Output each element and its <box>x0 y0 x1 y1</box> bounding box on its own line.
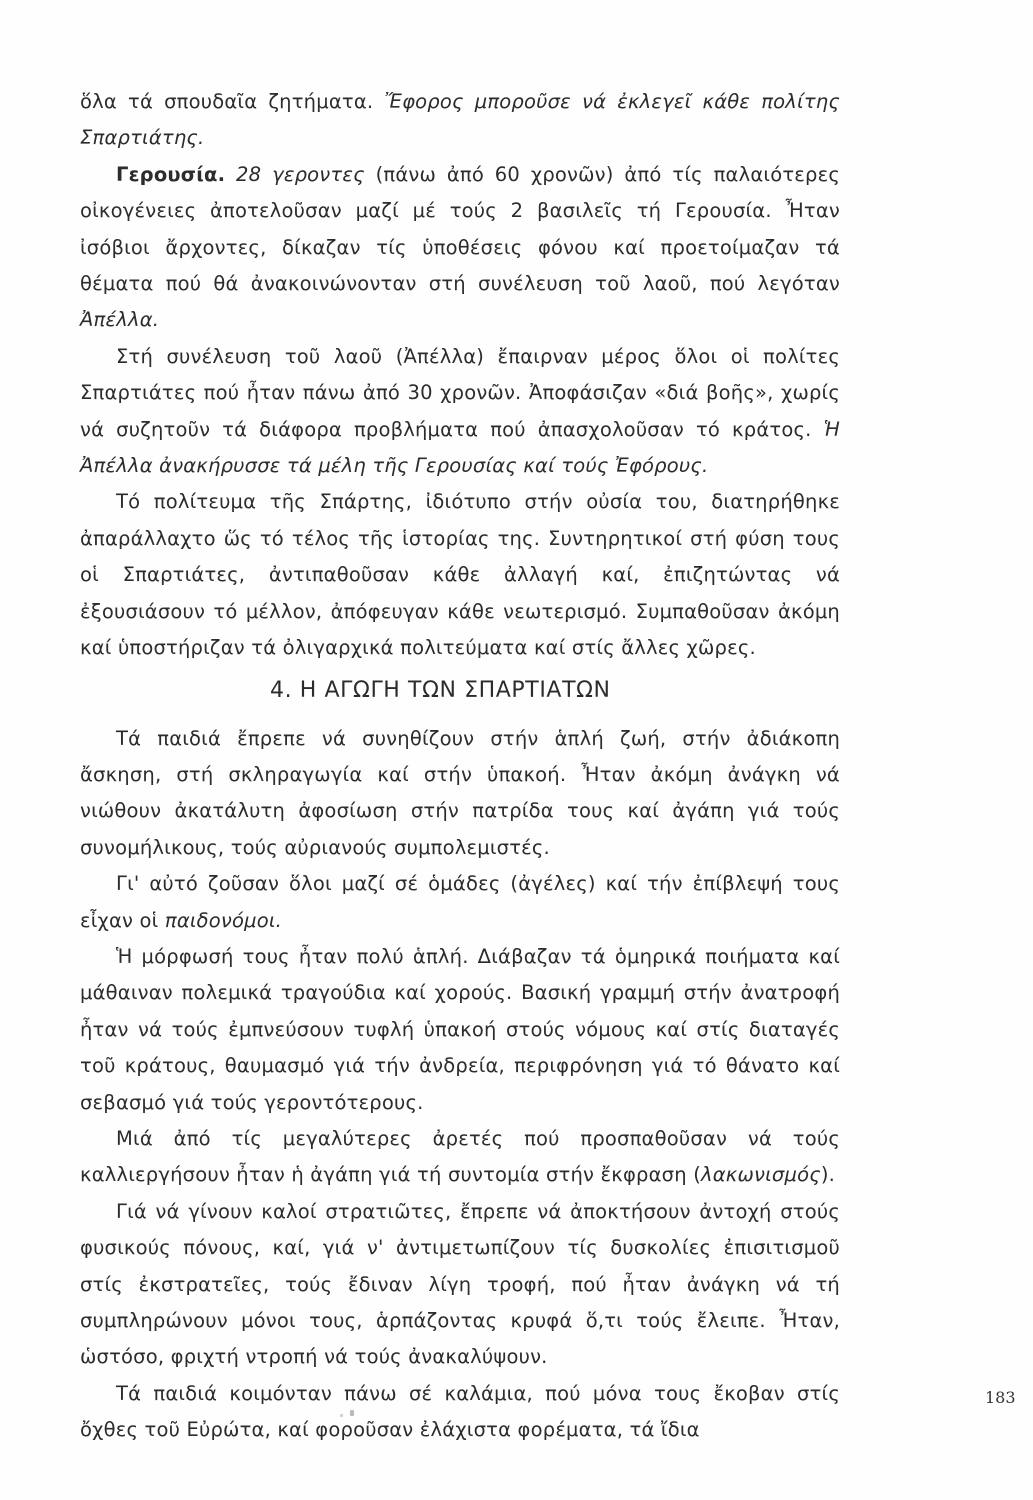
p6-text: Γι' αὐτό ζοῦσαν ὅλοι μαζί σέ ὁμάδες (ἀγέλες) καί τήν ἐπίβλεψή τους εἶχαν οἱ <box>80 872 840 932</box>
paragraph-1 <box>80 84 840 157</box>
paragraph-groups <box>80 866 840 939</box>
scan-speck <box>340 1414 343 1417</box>
p8-italic-term: λακωνισμός <box>701 1163 821 1187</box>
p1-italic-text: Ἔφορος μποροῦσε νά ἐκλεγεῖ κάθε πολίτης Σπαρτιάτης. <box>80 90 840 150</box>
p3-italic-text: Ἡ Ἀπέλλα ἀνακήρυσσε τά μέλη τῆς Γερουσίας καί τούς Ἐφόρους. <box>80 417 840 478</box>
paragraph-apella <box>80 339 840 485</box>
body-text <box>80 84 840 1449</box>
p1-text: ὅλα τά σπουδαῖα ζητήματα. <box>80 90 385 113</box>
p3-text: Στή συνέλευση τοῦ λαοῦ (Ἀπέλλα) ἔπαιρναν μέρος ὅλοι οἱ πολίτες Σπαρτιάτες πού ἦταν πάνω ἀπό 30 χρονῶν. Ἀποφάσιζαν «διά βοῆς», χωρίς νά συζητοῦν τά διάφορα προβλήματα πού ἀπασχολοῦσαν τό κράτος. <box>80 344 840 441</box>
paragraph-laconism <box>80 1121 840 1194</box>
paragraph-politeuma: Τό πολίτευμα τῆς Σπάρτης, ἰδιότυπο στήν οὐσία του, διατηρήθηκε ἀπαράλλαχτο ὥς τό τέλος τῆς ἱστορίας της. Συντηρητικοί στή φύση τους οἱ Σπαρτιάτες, ἀντιπαθοῦσαν κάθε ἀλλαγή καί, ἐπιζητώντας νά ἐξουσιάσουν τό μέλλον, ἀπόφευγαν κάθε νεωτερισμό. Συμπαθοῦσαν ἀκόμη καί ὑποστήριζαν τά ὀλιγαρχικά πολιτεύματα καί στίς ἄλλες χῶρες. <box>80 490 840 660</box>
paragraph-children: Τά παιδιά ἔπρεπε νά συνηθίζουν στήν ἁπλή ζωή, στήν ἀδιάκοπη ἄσκηση, στή σκληραγωγία καί στήν ὑπακοή. Ἦταν ἀκόμη ἀνάγκη νά νιώθουν ἀκατάλυτη ἀφοσίωση στήν πατρίδα τους καί ἀγάπη γιά τούς συνομήλικους, τούς αὐριανούς συμπολεμιστές. <box>80 726 840 859</box>
page-number: 183 <box>985 1388 1016 1407</box>
gerousia-term: Γερουσία. <box>116 162 226 186</box>
p8-end: ). <box>820 1163 836 1187</box>
p2-italic-term: Ἀπέλλα. <box>80 308 160 332</box>
paragraph-soldiers: Γιά νά γίνουν καλοί στρατιῶτες, ἔπρεπε νά ἀποκτήσουν ἀντοχή στούς φυσικούς πόνους, καί, γιά ν' ἀντιμετωπίζουν τίς δυσκολίες ἐπισιτισμοῦ στίς ἐκστρατεῖες, τούς ἔδιναν λίγη τροφή, πού ἦταν ἀνάγκη νά τή συμπληρώνουν μόνοι τους, ἁρπάζοντας κρυφά ὅ,τι τούς ἔλειπε. Ἦταν, ὡστόσο, φριχτή ντροπή νά τούς ἀνακαλύψουν. <box>80 1199 840 1369</box>
paragraph-reeds: Τά παιδιά κοιμόνταν πάνω σέ καλάμια, πού μόνα τους ἔκοβαν στίς ὄχθες τοῦ Εὐρώτα, καί φοροῦσαν ἐλάχιστα φορέματα, τά ἴδια <box>80 1381 840 1442</box>
paragraph-education: Ἡ μόρφωσή τους ἦταν πολύ ἁπλή. Διάβαζαν τά ὁμηρικά ποιήματα καί μάθαιναν πολεμικά τραγούδια καί χορούς. Βασική γραμμή στήν ἀνατροφή ἦταν νά τούς ἐμπνεύσουν τυφλή ὑπακοή στούς νόμους καί στίς διαταγές τοῦ κράτους, θαυμασμό γιά τήν ἀνδρεία, περιφρόνηση γιά τό θάνατο καί σεβασμό γιά τούς γεροντότερους. <box>80 944 840 1114</box>
p2-italic-text: 28 γεροντες <box>225 162 365 186</box>
p2-text: (πάνω ἀπό 60 χρονῶν) ἀπό τίς παλαιότερες οἰκογένειες ἀποτελοῦσαν μαζί μέ τούς 2 βασιλεῖς τή Γερουσία. Ἦταν ἰσόβιοι ἄρχοντες, δίκαζαν τίς ὑποθέσεις φόνου καί προετοίμαζαν τά θέματα πού θά ἀνακοινώνονταν στή συνέλευση τοῦ λαοῦ, πού λεγόταν <box>80 162 840 296</box>
paragraph-gerousia <box>80 157 840 339</box>
section-heading: 4. Η ΑΓΩΓΗ ΤΩΝ ΣΠΑΡΤΙΑΤΩΝ <box>270 677 611 703</box>
p8-text: Μιά ἀπό τίς μεγαλύτερες ἀρετές πού προσπαθοῦσαν νά τούς καλλιεργήσουν ἦταν ἡ ἀγάπη γιά τή συντομία στήν ἔκφραση ( <box>80 1126 840 1187</box>
p6-italic-term: παιδονόμοι. <box>164 908 283 932</box>
scan-speck <box>350 1410 354 1416</box>
